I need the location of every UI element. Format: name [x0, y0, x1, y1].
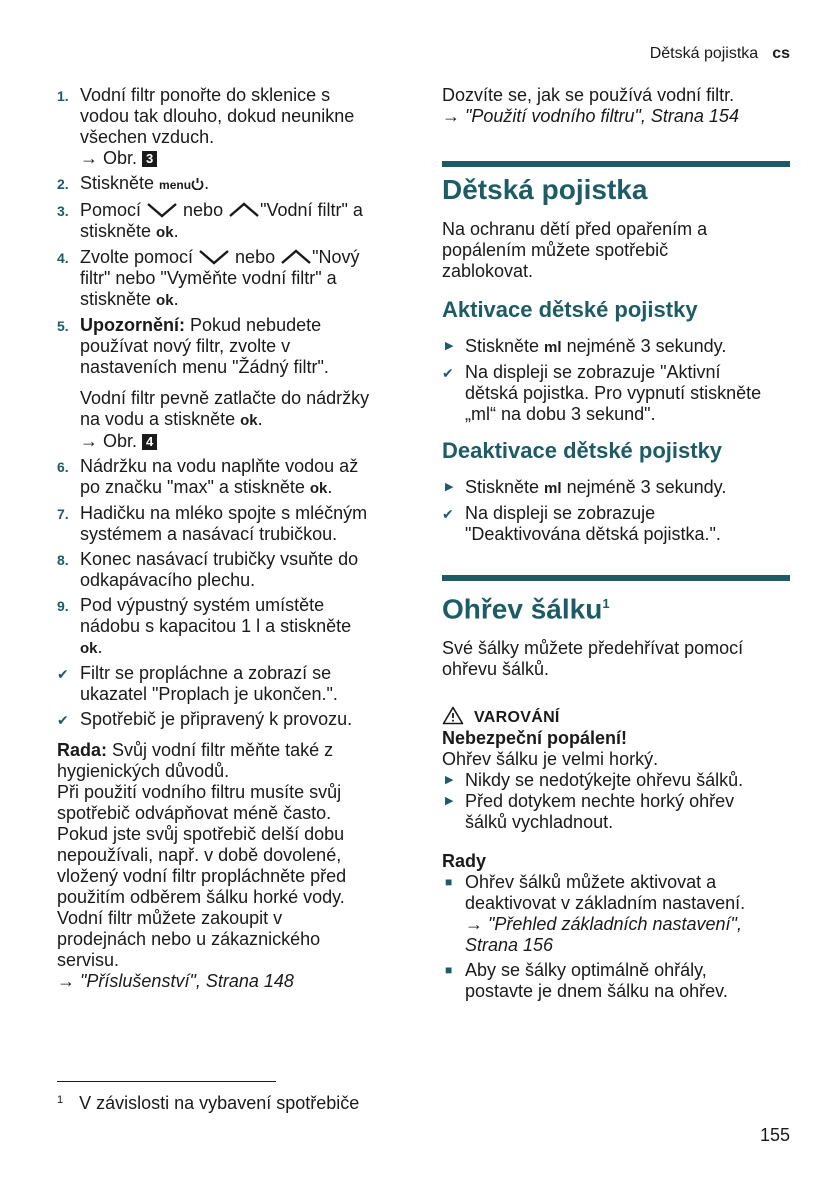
ok-key-label: ok: [156, 224, 174, 241]
check-icon: ✔: [442, 365, 454, 381]
figure-reference: [80, 148, 409, 169]
warning-item: [442, 791, 790, 833]
cross-reference[interactable]: "Přehled základních nastavení",: [488, 914, 742, 935]
body-text: ohřevu šálků.: [442, 659, 550, 680]
square-bullet-icon: ■: [445, 963, 453, 978]
section-title-text: Ohřev šálku: [442, 593, 603, 625]
arrow-right-icon: ▶: [445, 340, 454, 352]
step-number: 8.: [57, 552, 69, 568]
step-text: Vodní filtr ponořte do sklenice s: [80, 85, 331, 105]
activate-step: [442, 336, 790, 358]
step-7: [57, 503, 409, 545]
section-title-child-lock: Dětská pojistka: [442, 174, 648, 205]
tip-text: deaktivovat v základním nastavení.: [465, 893, 746, 914]
step-text: "Vodní filtr" a: [260, 200, 363, 220]
cross-reference[interactable]: "Použití vodního filtru", Strana 154: [465, 106, 739, 126]
result-text: "Deaktivována dětská pojistka.".: [465, 524, 721, 544]
step-text: po značku "max" a stiskněte: [80, 477, 310, 497]
step-text: Pokud nebudete: [185, 315, 322, 335]
step-number: 7.: [57, 506, 69, 522]
warning-item-text: Nikdy se nedotýkejte ohřevu šálků.: [465, 770, 744, 791]
chevron-down-icon: [198, 249, 230, 265]
tip-text: Ohřev šálků můžete aktivovat a: [465, 872, 717, 893]
tips-block: [442, 851, 790, 1002]
step-number: 6.: [57, 459, 69, 475]
chevron-up-icon: [228, 202, 260, 218]
step-text: Vodní filtr pevně zatlačte do nádržky: [80, 388, 370, 408]
result-1: [57, 663, 409, 705]
settings-link[interactable]: [465, 914, 790, 935]
step-text: "Nový: [312, 247, 360, 267]
step-text: Stiskněte: [465, 477, 545, 497]
step-text: .: [327, 477, 333, 497]
footnote: [57, 1093, 359, 1114]
step-text: používat nový filtr, zvolte v: [80, 336, 291, 356]
step-text: nejméně 3 sekundy.: [561, 477, 727, 497]
step-text: nastaveních menu "Žádný filtr".: [80, 357, 329, 377]
tip-text: Při použití vodního filtru musíte svůj: [57, 782, 342, 802]
cross-reference[interactable]: Strana 156: [465, 935, 554, 956]
step-text: .: [97, 637, 103, 657]
section-intro: [442, 638, 790, 680]
tip-text: vložený vodní filtr propláchněte před: [57, 866, 347, 886]
header-title: Dětská pojistka: [649, 45, 759, 62]
step-2: [57, 173, 409, 196]
check-icon: ✔: [57, 666, 69, 682]
result-text: Spotřebič je připravený k provozu.: [80, 709, 353, 729]
step-8: [57, 549, 409, 591]
tip-item: [442, 872, 790, 956]
step-text: vodou tak dlouho, dokud neunikne: [80, 106, 355, 126]
tip-text: Aby se šálky optimálně ohřály,: [465, 960, 707, 981]
footnote-marker: 1: [602, 596, 610, 611]
tip-text: servisu.: [57, 950, 120, 970]
subsection-title-deactivate: Deaktivace dětské pojistky: [442, 438, 723, 463]
section-rule: [442, 161, 790, 167]
activate-result: [442, 362, 790, 425]
step-1: [57, 85, 409, 169]
left-column: [57, 85, 409, 992]
step-number: 9.: [57, 598, 69, 614]
figure-number-badge: 4: [142, 434, 157, 450]
step-text: Stiskněte: [80, 173, 160, 193]
arrow-right-icon: ▶: [445, 481, 454, 493]
step-text: nádobu s kapacitou 1 l a stiskněte: [80, 616, 352, 636]
result-text: Na displeji se zobrazuje: [465, 503, 656, 523]
chevron-up-icon: [280, 249, 312, 265]
footnote-text: V závislosti na vybavení spotřebiče: [79, 1093, 360, 1113]
step-9: [57, 595, 409, 659]
body-text: zablokovat.: [442, 261, 534, 281]
step-text: nejméně 3 sekundy.: [561, 336, 727, 356]
square-bullet-icon: ■: [445, 875, 453, 890]
warning-item: [442, 770, 790, 791]
arrow-right-icon: →: [465, 914, 489, 935]
subsection-title-activate: Aktivace dětské pojistky: [442, 297, 698, 322]
tip-text: Svůj vodní filtr měňte také z: [107, 740, 334, 760]
ml-key-label: ml: [544, 339, 562, 356]
body-text: popálením můžete spotřebič: [442, 240, 669, 260]
step-number: 1.: [57, 88, 69, 104]
step-text: nebo: [178, 200, 229, 220]
water-filter-link[interactable]: [442, 106, 790, 127]
step-3: [57, 200, 409, 243]
footnote-rule: [57, 1081, 276, 1082]
step-text: stiskněte: [80, 289, 157, 309]
tip-item: [442, 960, 790, 1002]
body-text: Na ochranu dětí před opařením a: [442, 219, 708, 239]
warning-item-text: šálků vychladnout.: [465, 812, 614, 833]
tip-text: Pokud jste svůj spotřebič delší dobu: [57, 824, 345, 844]
body-text: Své šálky můžete předehřívat pomocí: [442, 638, 744, 659]
step-6: [57, 456, 409, 499]
ok-key-label: ok: [240, 412, 258, 429]
result-text: ukazatel "Proplach je ukončen.".: [80, 684, 338, 704]
step-text: Pod výpustný systém umístěte: [80, 595, 325, 615]
deactivate-result: [442, 503, 790, 545]
cup-warmer-icon: [191, 177, 204, 190]
warning-title: Nebezpeční popálení!: [442, 728, 628, 749]
step-text: .: [257, 409, 263, 429]
result-text: Filtr se propláchne a zobrazí se: [80, 663, 332, 683]
intro-text: Dozvíte se, jak se používá vodní filtr.: [442, 85, 735, 105]
step-5: [57, 315, 409, 452]
warning-block: [442, 706, 790, 833]
warning-label: VAROVÁNÍ: [474, 709, 560, 727]
step-text: systémem a nasávací trubičkou.: [80, 524, 338, 544]
result-text: „ml“ na dobu 3 sekund".: [465, 404, 656, 424]
warning-text: Ohřev šálku je velmi horký.: [442, 749, 659, 770]
step-4: [57, 247, 409, 311]
step-text: Zvolte pomocí: [80, 247, 199, 267]
ml-key-label: ml: [544, 480, 562, 497]
figure-reference: [80, 431, 409, 452]
accessories-link[interactable]: [57, 971, 409, 992]
step-text: .: [173, 289, 179, 309]
warning-item-text: Před dotykem nechte horký ohřev: [465, 791, 735, 812]
check-icon: ✔: [442, 506, 454, 522]
footnote-mark: 1: [57, 1094, 64, 1106]
step-text: Nádržku na vodu naplňte vodou až: [80, 456, 359, 476]
check-icon: ✔: [57, 712, 69, 728]
menu-key-label: menu: [159, 178, 192, 192]
figure-reference-label: → Obr.: [80, 148, 138, 168]
tip-text: použitím odběrem šálku horké vody.: [57, 887, 345, 907]
step-text: nebo: [230, 247, 281, 267]
step-text: .: [173, 221, 179, 241]
tip-text: Vodní filtr můžete zakoupit v: [57, 908, 283, 928]
chevron-down-icon: [146, 202, 178, 218]
tips-title: Rady: [442, 851, 487, 872]
arrow-right-icon: →: [57, 971, 81, 991]
result-text: Na displeji se zobrazuje "Aktivní: [465, 362, 721, 382]
deactivate-step: [442, 477, 790, 499]
ok-key-label: ok: [309, 480, 328, 497]
result-text: dětská pojistka. Pro vypnutí stiskněte: [465, 383, 762, 403]
notice-label: Upozornění:: [80, 315, 185, 335]
arrow-right-icon: ▶: [445, 795, 454, 808]
step-text: Stiskněte: [465, 336, 545, 356]
warning-header: [442, 706, 790, 728]
tip-text: postavte je dnem šálku na ohřev.: [465, 981, 728, 1002]
result-2: [57, 709, 409, 730]
figure-number-badge: 3: [142, 151, 157, 167]
running-header: [650, 45, 790, 63]
step-text: všechen vzduch.: [80, 127, 215, 147]
step-text: filtr" nebo "Vyměňte vodní filtr" a: [80, 268, 337, 288]
step-text: .: [204, 173, 210, 193]
step-number: 4.: [57, 250, 69, 266]
tip-text: hygienických důvodů.: [57, 761, 230, 781]
step-number: 2.: [57, 176, 69, 192]
tip-paragraph: [57, 740, 409, 992]
intro-paragraph: [442, 85, 790, 127]
tip-text: prodejnách nebo u zákaznického: [57, 929, 321, 949]
tip-text: nepoužívali, např. v době dovolené,: [57, 845, 342, 865]
step-number: 5.: [57, 318, 69, 334]
warning-triangle-icon: [442, 706, 464, 725]
step-text: Pomocí: [80, 200, 147, 220]
right-column: [442, 85, 790, 1006]
arrow-right-icon: →: [442, 106, 466, 126]
section-title-cup-warmer: [442, 587, 790, 626]
figure-reference-label: → Obr.: [80, 431, 138, 451]
step-text: na vodu a stiskněte: [80, 409, 241, 429]
section-rule: [442, 575, 790, 581]
arrow-right-icon: ▶: [445, 774, 454, 787]
tip-text: spotřebič odvápňovat méně často.: [57, 803, 332, 823]
tip-label: Rada:: [57, 740, 108, 760]
header-language: cs: [772, 45, 790, 62]
step-text: stiskněte: [80, 221, 157, 241]
step-text: odkapávacího plechu.: [80, 570, 256, 590]
step-text: Konec nasávací trubičky vsuňte do: [80, 549, 359, 569]
ok-key-label: ok: [156, 292, 174, 309]
ok-key-label: ok: [80, 640, 98, 657]
step-text: Hadičku na mléko spojte s mléčným: [80, 503, 368, 523]
cross-reference[interactable]: "Příslušenství", Strana 148: [80, 971, 294, 991]
step-number: 3.: [57, 203, 69, 219]
page-number: 155: [759, 1125, 790, 1145]
section-intro: [442, 219, 790, 282]
